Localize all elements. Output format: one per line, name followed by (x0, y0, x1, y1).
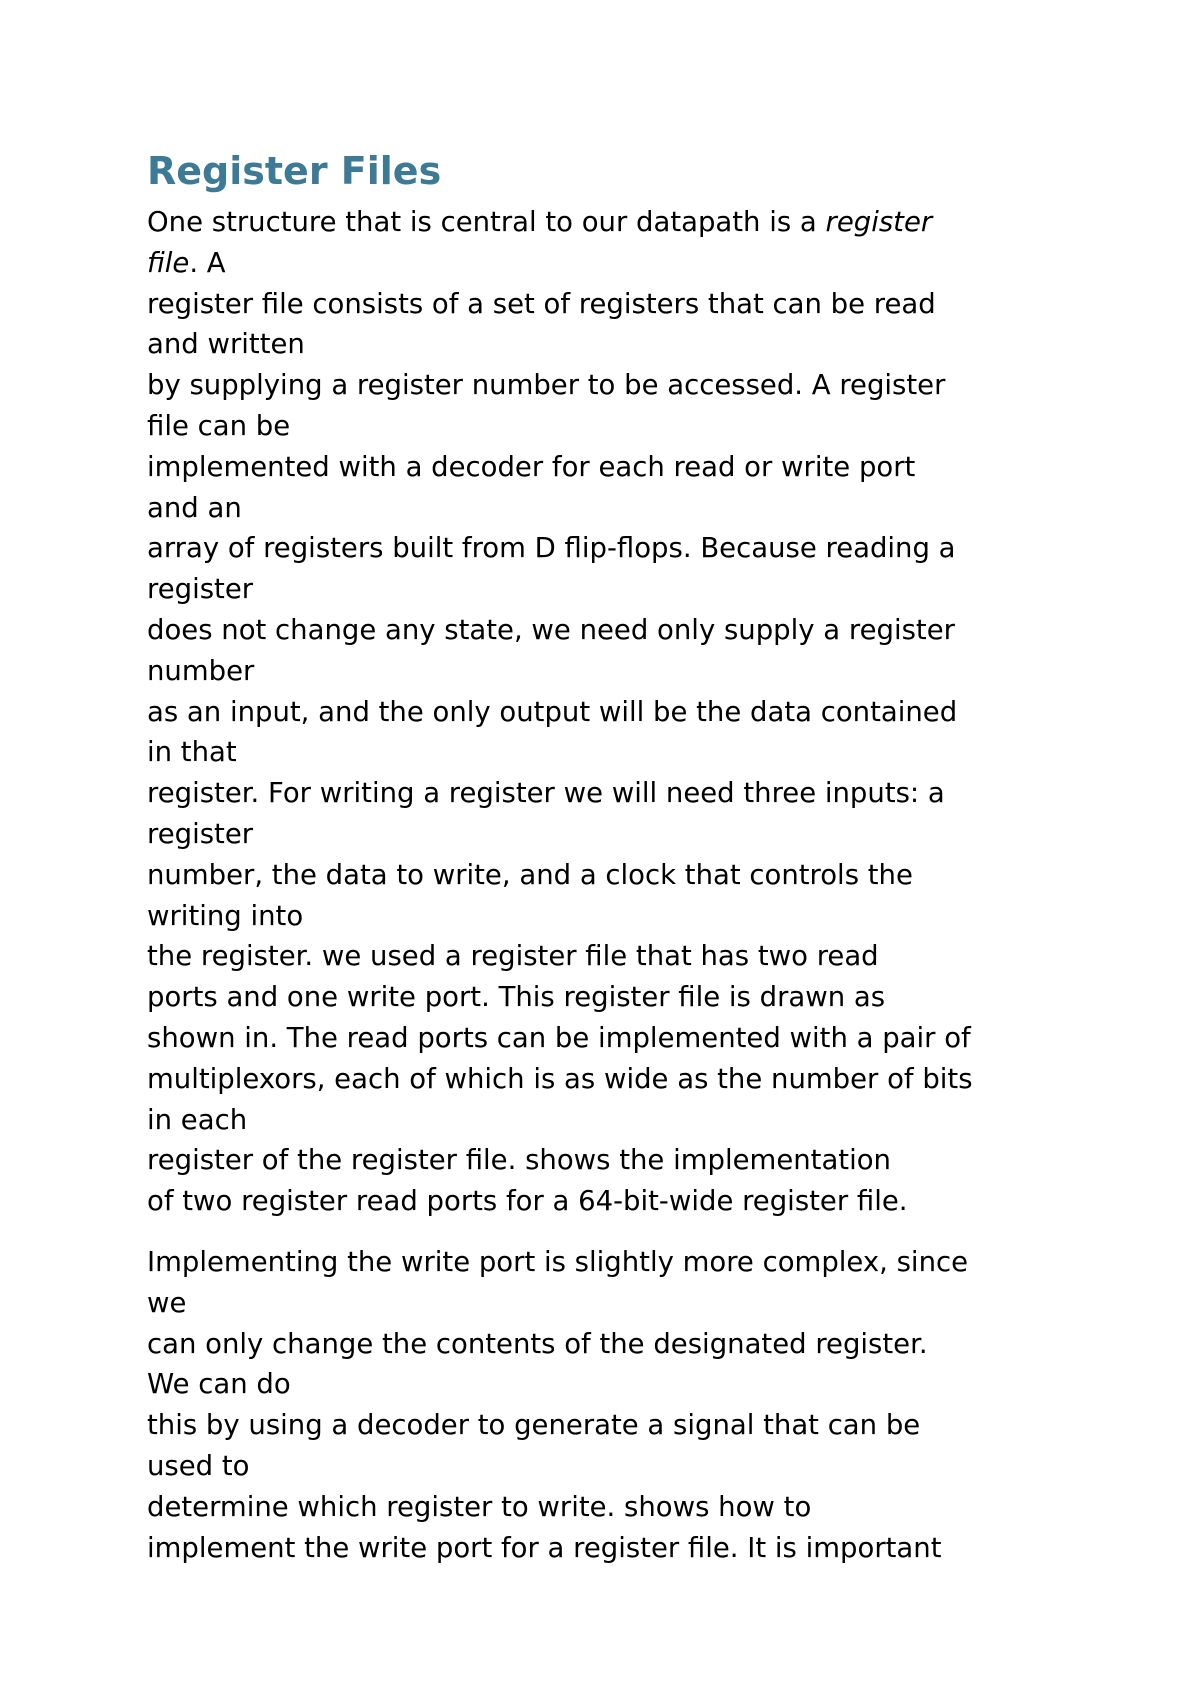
text-run: multiplexors, each of which is as wide as the number of bits (147, 1062, 973, 1095)
document-page (147, 140, 1087, 1568)
text-run: . A (189, 246, 226, 279)
text-line (147, 692, 1087, 733)
text-line (147, 284, 1087, 325)
text-run: Implementing the write port is slightly more complex, since (147, 1245, 969, 1278)
text-line (147, 324, 1087, 365)
text-run: register (147, 817, 254, 850)
text-line (147, 1364, 1087, 1405)
text-run: we (147, 1286, 187, 1319)
text-line (147, 1487, 1087, 1528)
text-line (147, 1181, 1087, 1222)
text-run: implement the write port for a register file. It is important (147, 1531, 942, 1564)
text-line (147, 447, 1087, 488)
text-run: We can do (147, 1368, 291, 1401)
text-run: by supplying a register number to be accessed. A register (147, 369, 946, 402)
text-line (147, 1324, 1087, 1365)
text-line (147, 814, 1087, 855)
text-run: shown in. The read ports can be implemented with a pair of (147, 1021, 971, 1054)
text-run: writing into (147, 899, 304, 932)
text-run: the register. we used a register file that has two read (147, 940, 879, 973)
text-run: register. For writing a register we will need three inputs: a (147, 777, 945, 810)
paragraph (147, 1242, 1087, 1568)
text-line (147, 1242, 1087, 1283)
text-run: of two register read ports for a 64-bit-wide register file. (147, 1185, 908, 1218)
text-line (147, 610, 1087, 651)
text-run: array of registers built from D flip-flops. Because reading a (147, 532, 956, 565)
text-run: as an input, and the only output will be the data contained (147, 695, 958, 728)
text-line (147, 1283, 1087, 1324)
text-line (147, 896, 1087, 937)
text-line (147, 488, 1087, 529)
text-line (147, 1528, 1087, 1569)
text-run: file can be (147, 409, 291, 442)
text-run: register (147, 573, 254, 606)
text-line (147, 1405, 1087, 1446)
text-line (147, 406, 1087, 447)
text-line (147, 1100, 1087, 1141)
text-run: One structure that is central to our datapath is a (147, 206, 826, 238)
text-run: determine which register to write. shows how to (147, 1490, 812, 1523)
text-run: can only change the contents of the designated register. (147, 1327, 928, 1360)
text-line (147, 1059, 1087, 1100)
text-line (147, 569, 1087, 610)
text-line (147, 936, 1087, 977)
paragraph (147, 202, 1087, 1222)
text-run: does not change any state, we need only supply a register (147, 613, 955, 646)
emphasized-term: file (147, 246, 190, 279)
text-run: number, the data to write, and a clock that controls the (147, 858, 913, 891)
text-run: this by using a decoder to generate a signal that can be (147, 1409, 921, 1442)
text-line (147, 977, 1087, 1018)
text-run: used to (147, 1449, 250, 1482)
text-run: register of the register file. shows the implementation (147, 1144, 891, 1177)
text-line (147, 855, 1087, 896)
text-line (147, 202, 1087, 243)
emphasized-term: register (825, 206, 933, 238)
text-run: and written (147, 328, 305, 361)
text-run: ports and one write port. This register file is drawn as (147, 981, 886, 1014)
text-line (147, 243, 1087, 284)
text-run: implemented with a decoder for each read or write port (147, 450, 916, 483)
text-line (147, 1018, 1087, 1059)
text-line (147, 773, 1087, 814)
text-line (147, 528, 1087, 569)
text-line (147, 365, 1087, 406)
text-line (147, 1140, 1087, 1181)
text-run: in that (147, 736, 237, 769)
text-line (147, 651, 1087, 692)
page-title: Register Files (147, 149, 442, 193)
document-body (147, 202, 1087, 1568)
text-run: and an (147, 491, 242, 524)
text-run: number (147, 654, 255, 687)
text-run: in each (147, 1103, 248, 1136)
text-line (147, 1446, 1087, 1487)
text-run: register file consists of a set of registers that can be read (147, 287, 936, 320)
text-line (147, 732, 1087, 773)
